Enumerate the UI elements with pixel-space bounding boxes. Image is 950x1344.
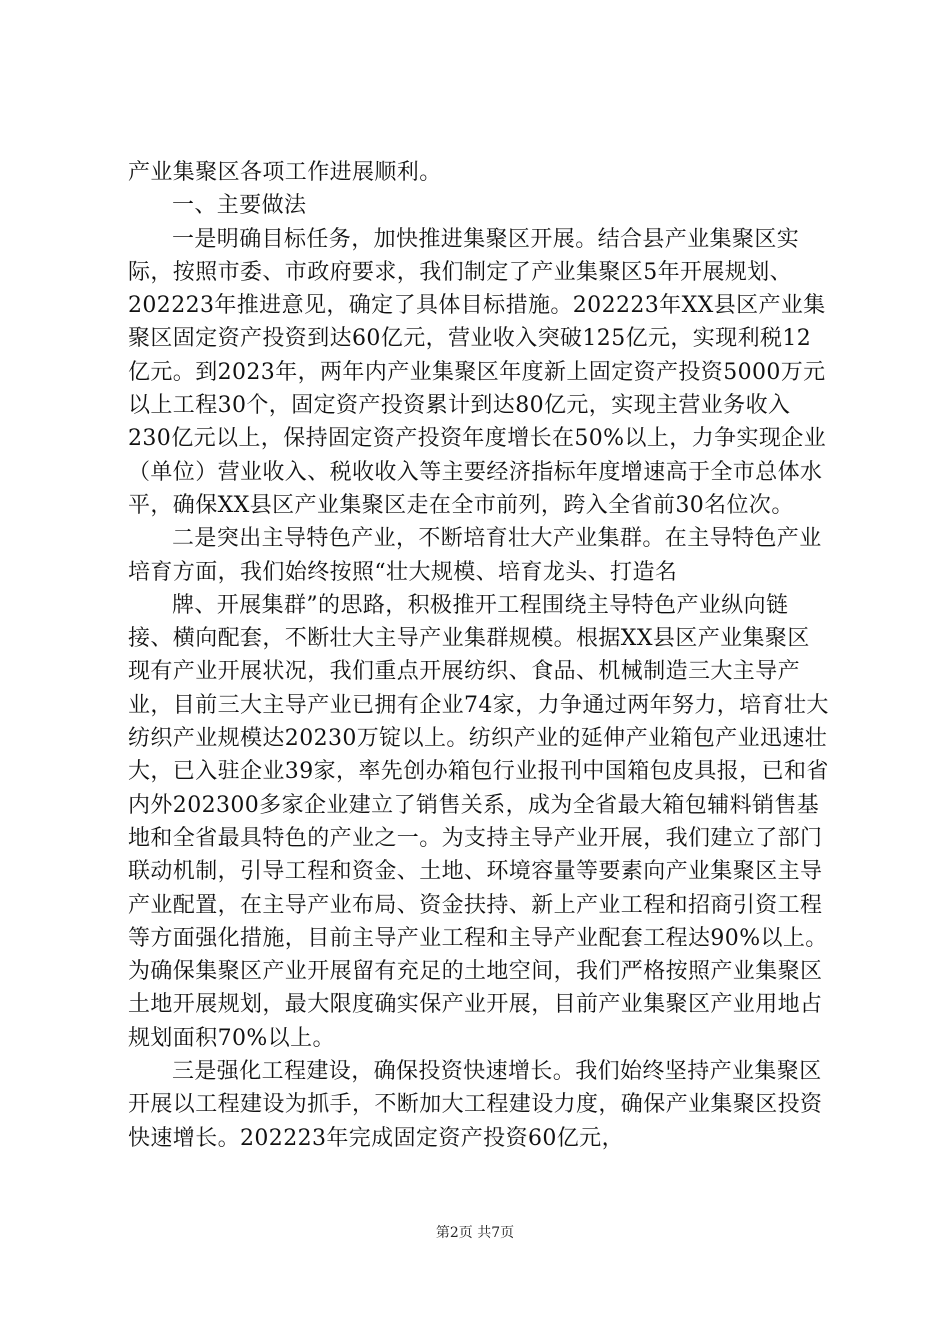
page-footer: 第2页 共7页: [435, 1225, 515, 1241]
paragraph-goals: 一是明确目标任务，加快推进集聚区开展。结合县产业集聚区实际，按照市委、市政府要求，我们制定了产业集聚区5年开展规划、202223年推进意见，确定了具体目标措施。202223年XX县区产业集聚区固定资产投资到达60亿元，营业收入突破125亿元，实现利税12亿元。到2023年，两年内产业集聚区年度新上固定资产投资5000万元以上工程30个，固定资产投资累计到达80亿元，实现主营业务收入230亿元以上，保持固定资产投资年度增长在50%以上，力争实现企业（单位）营业收入、税收收入等主要经济指标年度增速高于全市总体水平，确保XX县区产业集聚区走在全市前列，跨入全省前30名位次。: [128, 226, 827, 518]
paragraph-engineering: 三是强化工程建设，确保投资快速增长。我们始终坚持产业集聚区开展以工程建设为抓手，不断加大工程建设力度，确保产业集聚区投资快速增长。202223年完成固定资产投资60亿元，: [128, 1059, 823, 1151]
section-heading: 一、主要做法: [172, 193, 307, 219]
document-body: [128, 156, 830, 1155]
paragraph-industry: 二是突出主导特色产业，不断培育壮大产业集群。在主导特色产业培育方面，我们始终按照“壮大规模、培育龙头、打造名: [128, 526, 822, 585]
paragraph-industry-cont: 牌、开展集群”的思路，积极推开工程围绕主导特色产业纵向链接、横向配套，不断壮大主导产业集群规模。根据XX县区产业集聚区现有产业开展状况，我们重点开展纺织、食品、机械制造三大主导产业，目前三大主导产业已拥有企业74家，力争通过两年努力，培育壮大纺织产业规模达20230万锭以上。纺织产业的延伸产业箱包产业迅速壮大，已入驻企业39家，率先创办箱包行业报刊中国箱包皮具报，已和省内外202300多家企业建立了销售关系，成为全省最大箱包辅料销售基地和全省最具特色的产业之一。为支持主导产业开展，我们建立了部门联动机制，引导工程和资金、土地、环境容量等要素向产业集聚区主导产业配置，在主导产业布局、资金扶持、新上产业工程和招商引资工程等方面强化措施，目前主导产业工程和主导产业配套工程达90%以上。为确保集聚区产业开展留有充足的土地空间，我们严格按照产业集聚区土地开展规划，最大限度确实保产业开展，目前产业集聚区产业用地占规划面积70%以上。: [128, 592, 829, 1051]
paragraph-continuation: 产业集聚区各项工作进展顺利。: [128, 160, 442, 185]
